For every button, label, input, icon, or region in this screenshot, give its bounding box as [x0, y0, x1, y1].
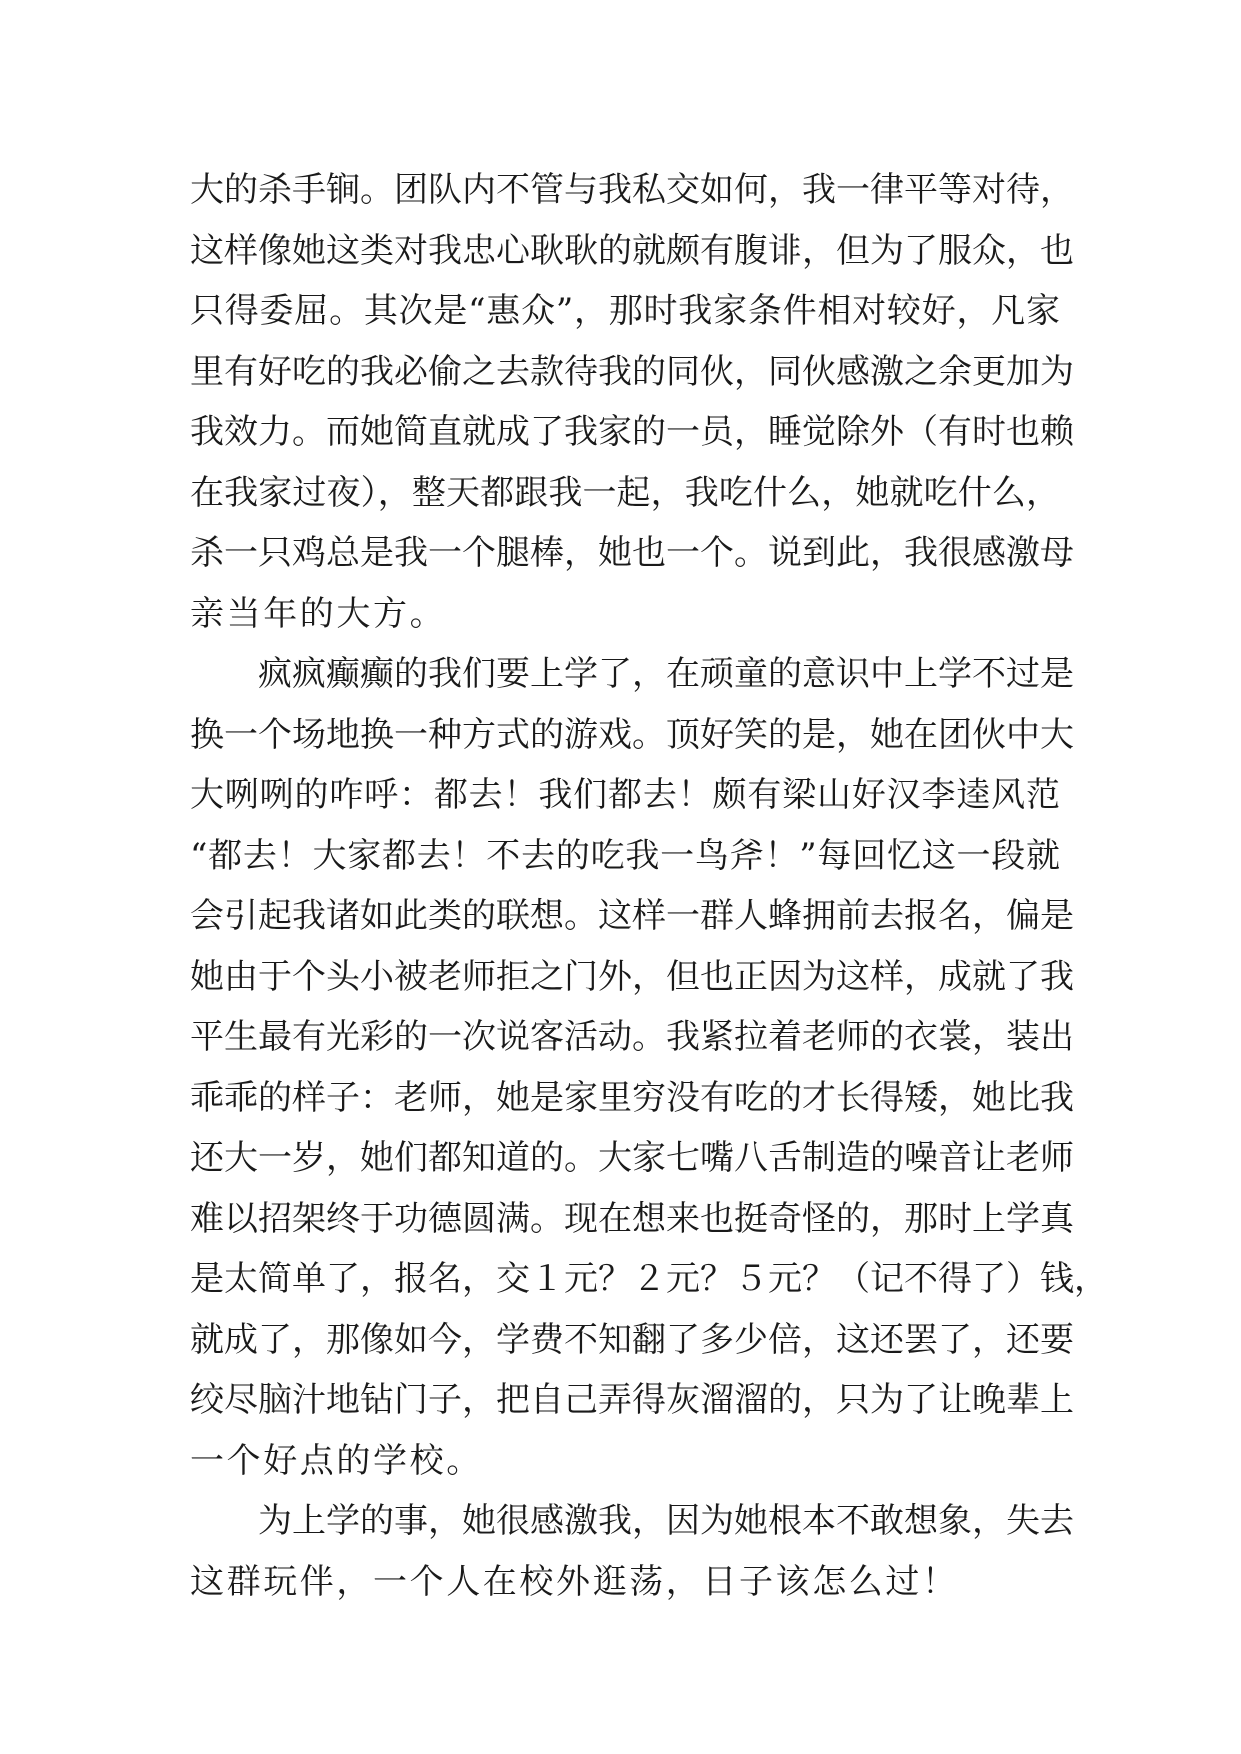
text-line: 换一个场地换一种方式的游戏。顶好笑的是，她在团伙中大 — [190, 714, 1074, 755]
text-line: 乖乖的样子：老师，她是家里穷没有吃的才长得矮，她比我 — [190, 1077, 1074, 1118]
text-line: 是太简单了，报名，交１元？２元？５元？（记不得了）钱， — [190, 1259, 1108, 1299]
text-line: 为上学的事，她很感激我，因为她根本不敢想象，失去 — [258, 1501, 1074, 1541]
text-line: 我效力。而她简直就成了我家的一员，睡觉除外（有时也赖 — [190, 412, 1074, 452]
text-line: 会引起我诸如此类的联想。这样一群人蜂拥前去报名，偏是 — [190, 896, 1074, 936]
text-line: 在我家过夜），整天都跟我一起，我吃什么，她就吃什么， — [190, 472, 1060, 513]
text-line: “都去！大家都去！不去的吃我一鸟斧！”每回忆这一段就 — [190, 835, 1060, 876]
text-line: 疯疯癫癫的我们要上学了，在顽童的意识中上学不过是 — [258, 654, 1074, 694]
text-line: 亲当年的大方。 — [190, 593, 447, 634]
paragraph-3 — [190, 1491, 1074, 1612]
text-line: 杀一只鸡总是我一个腿棒，她也一个。说到此，我很感激母 — [190, 533, 1074, 573]
text-line: 里有好吃的我必偷之去款待我的同伙，同伙感激之余更加为 — [190, 351, 1074, 392]
document-body — [190, 160, 1108, 1612]
text-line: 平生最有光彩的一次说客活动。我紧拉着老师的衣裳，装出 — [190, 1017, 1074, 1057]
text-line: 她由于个头小被老师拒之门外，但也正因为这样，成就了我 — [190, 956, 1074, 997]
text-line: 难以招架终于功德圆满。现在想来也挺奇怪的，那时上学真 — [190, 1198, 1074, 1239]
text-line: 还大一岁，她们都知道的。大家七嘴八舌制造的噪音让老师 — [190, 1138, 1074, 1178]
paragraph-2 — [190, 644, 1108, 1491]
text-line: 这群玩伴，一个人在校外逛荡，日子该怎么过！ — [190, 1561, 959, 1602]
text-line: 只得委屈。其次是“惠众”，那时我家条件相对较好，凡家 — [190, 291, 1060, 331]
paragraph-1 — [190, 160, 1074, 644]
text-line: 绞尽脑汁地钻门子，把自己弄得灰溜溜的，只为了让晚辈上 — [190, 1380, 1074, 1420]
text-line: 一个好点的学校。 — [190, 1440, 483, 1481]
text-line: 就成了，那像如今，学费不知翻了多少倍，这还罢了，还要 — [190, 1319, 1074, 1360]
text-line: 大咧咧的咋呼：都去！我们都去！颇有梁山好汉李逵风范 — [190, 775, 1060, 815]
text-line: 这样像她这类对我忠心耿耿的就颇有腹诽，但为了服众，也 — [190, 230, 1074, 271]
text-line: 大的杀手锏。团队内不管与我私交如何，我一律平等对待， — [190, 170, 1074, 210]
